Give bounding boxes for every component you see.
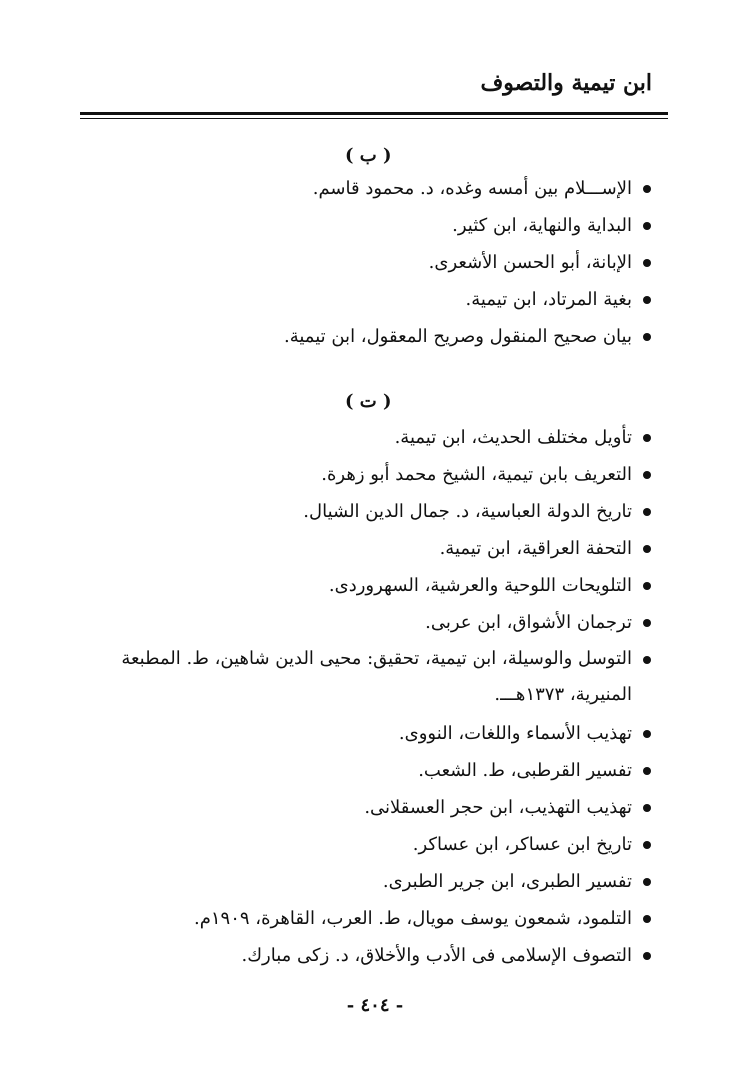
- header-rule-thin: [80, 118, 668, 119]
- page-number: - ٤٠٤ -: [346, 995, 404, 1016]
- bibliography-entry: التحفة العراقية، ابن تيمية.: [80, 530, 652, 567]
- section-heading-ta: ( ت ): [345, 391, 392, 412]
- bibliography-entry: تهذيب التهذيب، ابن حجر العسقلانى.: [80, 789, 652, 826]
- bibliography-entry: التلمود، شمعون يوسف مويال، ط. العرب، القاهرة، ١٩٠٩م.: [80, 900, 652, 937]
- running-head-title: ابن تيمية والتصوف: [480, 70, 652, 96]
- bibliography-entry: التصوف الإسلامى فى الأدب والأخلاق، د. زكى مبارك.: [80, 937, 652, 974]
- bibliography-entry: الإبانة، أبو الحسن الأشعرى.: [284, 244, 652, 281]
- bibliography-entry: التلويحات اللوحية والعرشية، السهروردى.: [80, 567, 652, 604]
- bibliography-entry: تأويل مختلف الحديث، ابن تيمية.: [80, 419, 652, 456]
- bibliography-list-ba: [284, 170, 652, 355]
- bibliography-entry: البداية والنهاية، ابن كثير.: [284, 207, 652, 244]
- bibliography-entry: ترجمان الأشواق، ابن عربى.: [80, 604, 652, 641]
- bibliography-entry: بغية المرتاد، ابن تيمية.: [284, 281, 652, 318]
- bibliography-entry: تفسير القرطبى، ط. الشعب.: [80, 752, 652, 789]
- bibliography-entry: الإســـلام بين أمسه وغده، د. محمود قاسم.: [284, 170, 652, 207]
- bibliography-list-ta: [80, 419, 652, 974]
- bibliography-entry: التوسل والوسيلة، ابن تيمية، تحقيق: محيى الدين شاهين، ط. المطبعة المنيرية، ١٣٧٣هـــ.: [80, 641, 652, 715]
- bibliography-entry: التعريف بابن تيمية، الشيخ محمد أبو زهرة.: [80, 456, 652, 493]
- bibliography-entry: بيان صحيح المنقول وصريح المعقول، ابن تيمية.: [284, 318, 652, 355]
- bibliography-entry: تهذيب الأسماء واللغات، النووى.: [80, 715, 652, 752]
- header-rule-thick: [80, 112, 668, 115]
- bibliography-entry: تفسير الطبرى، ابن جرير الطبرى.: [80, 863, 652, 900]
- bibliography-entry: تاريخ ابن عساكر، ابن عساكر.: [80, 826, 652, 863]
- section-heading-ba: ( ب ): [345, 145, 392, 166]
- bibliography-entry: تاريخ الدولة العباسية، د. جمال الدين الشيال.: [80, 493, 652, 530]
